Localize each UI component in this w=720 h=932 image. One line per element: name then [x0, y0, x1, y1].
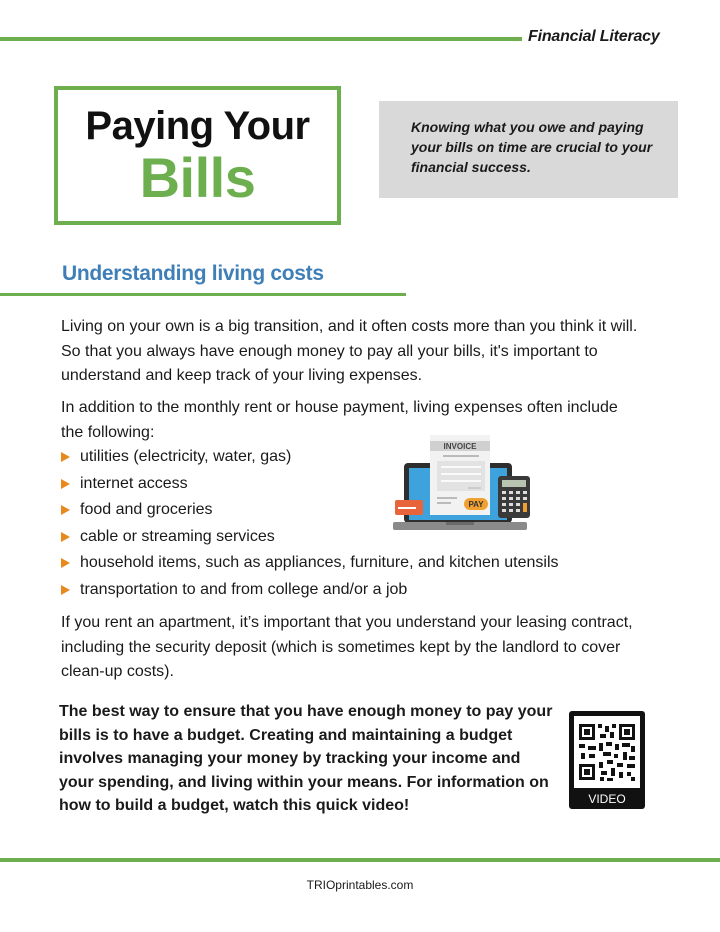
bullet-triangle-icon	[61, 479, 70, 489]
list-item: internet access	[61, 471, 559, 498]
bullet-triangle-icon	[61, 585, 70, 595]
list-item: household items, such as appliances, furniture, and kitchen utensils	[61, 550, 559, 577]
list-item: cable or streaming services	[61, 524, 559, 551]
bullet-triangle-icon	[61, 452, 70, 462]
bullet-triangle-icon	[61, 558, 70, 568]
video-qr-code[interactable]	[569, 711, 645, 809]
qr-video-label: VIDEO	[588, 792, 626, 806]
section-rule	[0, 293, 406, 296]
budget-paragraph: The best way to ensure that you have enough money to pay your bills is to have a budget. Creating and maintaining a budget involves managing your money by tracking your income and your spending, and living within your means. For information on how to build a budget, watch this quick video!	[59, 703, 553, 814]
page-title-line1: Paying Your	[85, 104, 310, 148]
footer-site: TRIOprintables.com	[306, 878, 414, 892]
intro-paragraph: Living on your own is a big transition, and it often costs more than you think it will. So that you always have enough money to pay all your bills, it's important to understand and keep track of your living expenses.	[61, 318, 638, 384]
invoice-icon	[390, 433, 532, 533]
lead-in-paragraph: In addition to the monthly rent or house payment, living expenses often include the following:	[61, 399, 618, 441]
header-rule	[0, 37, 522, 41]
lease-paragraph: If you rent an apartment, it’s important that you understand your leasing contract, including the security deposit (which is sometimes kept by the landlord to cover clean-up costs).	[61, 614, 633, 680]
invoice-laptop-illustration	[390, 433, 532, 533]
svg-text:PAY: PAY	[468, 500, 484, 509]
qr-code-icon	[574, 716, 640, 788]
qr-code-image	[574, 716, 640, 788]
callout-text: Knowing what you owe and paying your bills on time are crucial to your financial success.	[411, 119, 653, 175]
category-label: Financial Literacy	[528, 28, 660, 45]
bullet-triangle-icon	[61, 505, 70, 515]
page-title-line2: Bills	[139, 146, 256, 209]
list-item: utilities (electricity, water, gas)	[61, 444, 559, 471]
list-item: transportation to and from college and/or a job	[61, 577, 559, 604]
footer-rule	[0, 858, 720, 862]
list-item: food and groceries	[61, 497, 559, 524]
svg-text:INVOICE: INVOICE	[443, 442, 477, 451]
callout-box	[379, 101, 678, 198]
bullet-triangle-icon	[61, 532, 70, 542]
section-heading: Understanding living costs	[62, 262, 324, 285]
title-box	[54, 86, 341, 225]
